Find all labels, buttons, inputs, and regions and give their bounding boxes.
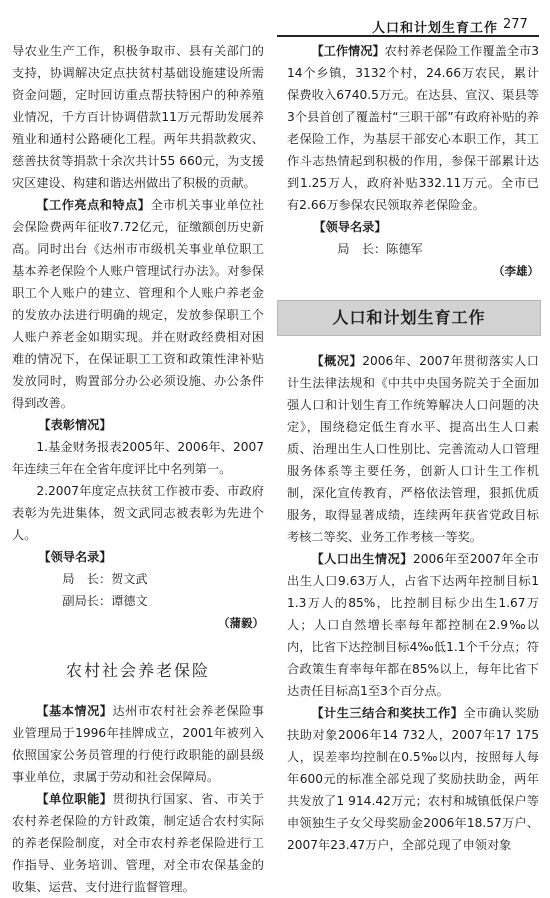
running-header-title: 人口和计划生育工作 [372,21,499,36]
author-signature: （李雄） [493,264,539,278]
section-title-rural-pension: 农村社会养老保险 [65,661,210,680]
right-column [287,40,539,856]
overview-body: 2006年、2007年贯彻落实人口计生法律法规和《中共中央国务院关于全面加强人口和计划生育工作统筹解决人口问题的决定》，围绕稳定低生育水平、提高出生人口素质、治理出生人口性别比、完善流动人口管理服务体系等主要任务，创新人口计生工作机制，深化宣传教育，严格依法管理，狠抓优质服务，取得显著成绩，连续两年获省党政目标考核二等奖、业务工作考核一等奖。 [287,354,539,544]
paragraph-overview [287,350,539,548]
highlights-heading: 【工作亮点和特点】 [36,198,151,212]
duties-body: 贯彻执行国家、省、市关于农村养老保险的方针政策，制定适合农村实际的养老保险制度，对全市农村养老保险进行工作指导、业务培训、管理，对全市农保基金的收集、运营、支付进行监督管理。 [12,792,264,894]
basic-body: 达州市农村社会养老保险事业管理局于1996年挂牌成立，2001年被列入依照国家公务员管理的行使行政职能的副县级事业单位，隶属于劳动和社会保障局。 [12,704,264,784]
leaders-heading: 【领导名录】 [38,550,112,564]
rewards-heading: 【计生三结合和奖扶工作】 [311,706,464,720]
paragraph-rewards [287,702,539,856]
header-rule [277,35,539,37]
basic-heading: 【基本情况】 [36,704,113,718]
leader-entry: 副局长：谭德文 [62,594,148,608]
work-heading: 【工作情况】 [311,44,385,58]
award-item-1: 1.基金财务报表2005年、2006年、2007年连续三年在全省年度评比中名列第一。 [12,440,264,476]
leaders-heading: 【领导名录】 [313,220,387,234]
births-heading: 【人口出生情况】 [311,552,413,566]
highlights-body: 全市机关事业单位社会保险费两年征收7.72亿元，征缴额创历史新高。同时出台《达州市市级机关事业单位职工基本养老保险个人账户管理试行办法》。对参保职工个人账户的建立、管理和个人账户养老金的发放办法进行明确的规定，发放参保职工个人账户养老金如期实现。并在财政经费相对困难的情况下，在保证职工工资和政策性津补贴发放同时，购置部分办公必须设施、办公条件得到改善。 [12,198,264,410]
births-body: 2006年至2007年全市出生人口9.63万人，占省下达两年控制目标11.3万人的85%，比控制目标少出生1.67万人；人口自然增长率每年都控制在2.9‰以内，比省下达控制目标4‰低1.1个千分点；符合政策生育率每年都在85%以上，每年比省下达责任目标高1至3个百分点。 [287,552,539,698]
section-title-population: 人口和计划生育工作 [277,300,541,336]
paragraph-births [287,548,539,702]
paragraph-continuation: 导农业生产工作，积极争取市、县有关部门的支持，协调解决定点扶贫村基础设施建设所需资金问题，定时回访重点帮扶特困户的种养殖业情况，千方百计协调借款11万元帮助发展养殖业和通村公路硬化工程。两年共捐款救灾、慈善扶贫等捐款十余次共计55 660元，为支援灾区建设、构建和谐达州做出了积极的贡献。 [12,44,264,190]
awards-heading: 【表彰情况】 [38,418,112,432]
paragraph-basic [12,700,264,788]
author-signature: （蒲毅） [218,616,264,630]
page-number: 277 [503,17,528,32]
duties-heading: 【单位职能】 [36,792,113,806]
rewards-body: 全市确认奖励扶助对象2006年14 732人，2007年17 175人，误差率均控制在0.5‰以内，按照每人每年600元的标准全部兑现了奖励扶助金，两年共发放了1 914.42万元；农村和城镇低保户等申领独生子女父母奖励金2006年18.57万户、2007年23.47万户，全部兑现了申领对象 [287,706,539,852]
paragraph-highlights [12,194,264,414]
overview-heading: 【概况】 [311,354,363,368]
paragraph-work [287,40,539,216]
paragraph-duties [12,788,264,898]
work-body: 农村养老保险工作覆盖全市314个乡镇，3132个村，24.66万农民，累计保费收入6740.5万元。在达县、宣汉、渠县等3个县首创了覆盖村“三职干部”有政府补贴的养老保险工作，为基层干部安心本职工作，其工作斗志热情起到积极的作用，参保干部累计达到1.25万人，政府补贴332.11万元。全市已有2.66万参保农民领取养老保险金。 [287,44,539,212]
award-item-2: 2.2007年度定点扶贫工作被市委、市政府表彰为先进集体，贺文武同志被表彰为先进个人。 [12,484,264,542]
leader-entry: 局 长：贺文武 [62,572,148,586]
leader-entry: 局 长：陈德军 [337,242,423,256]
left-column [12,40,264,898]
